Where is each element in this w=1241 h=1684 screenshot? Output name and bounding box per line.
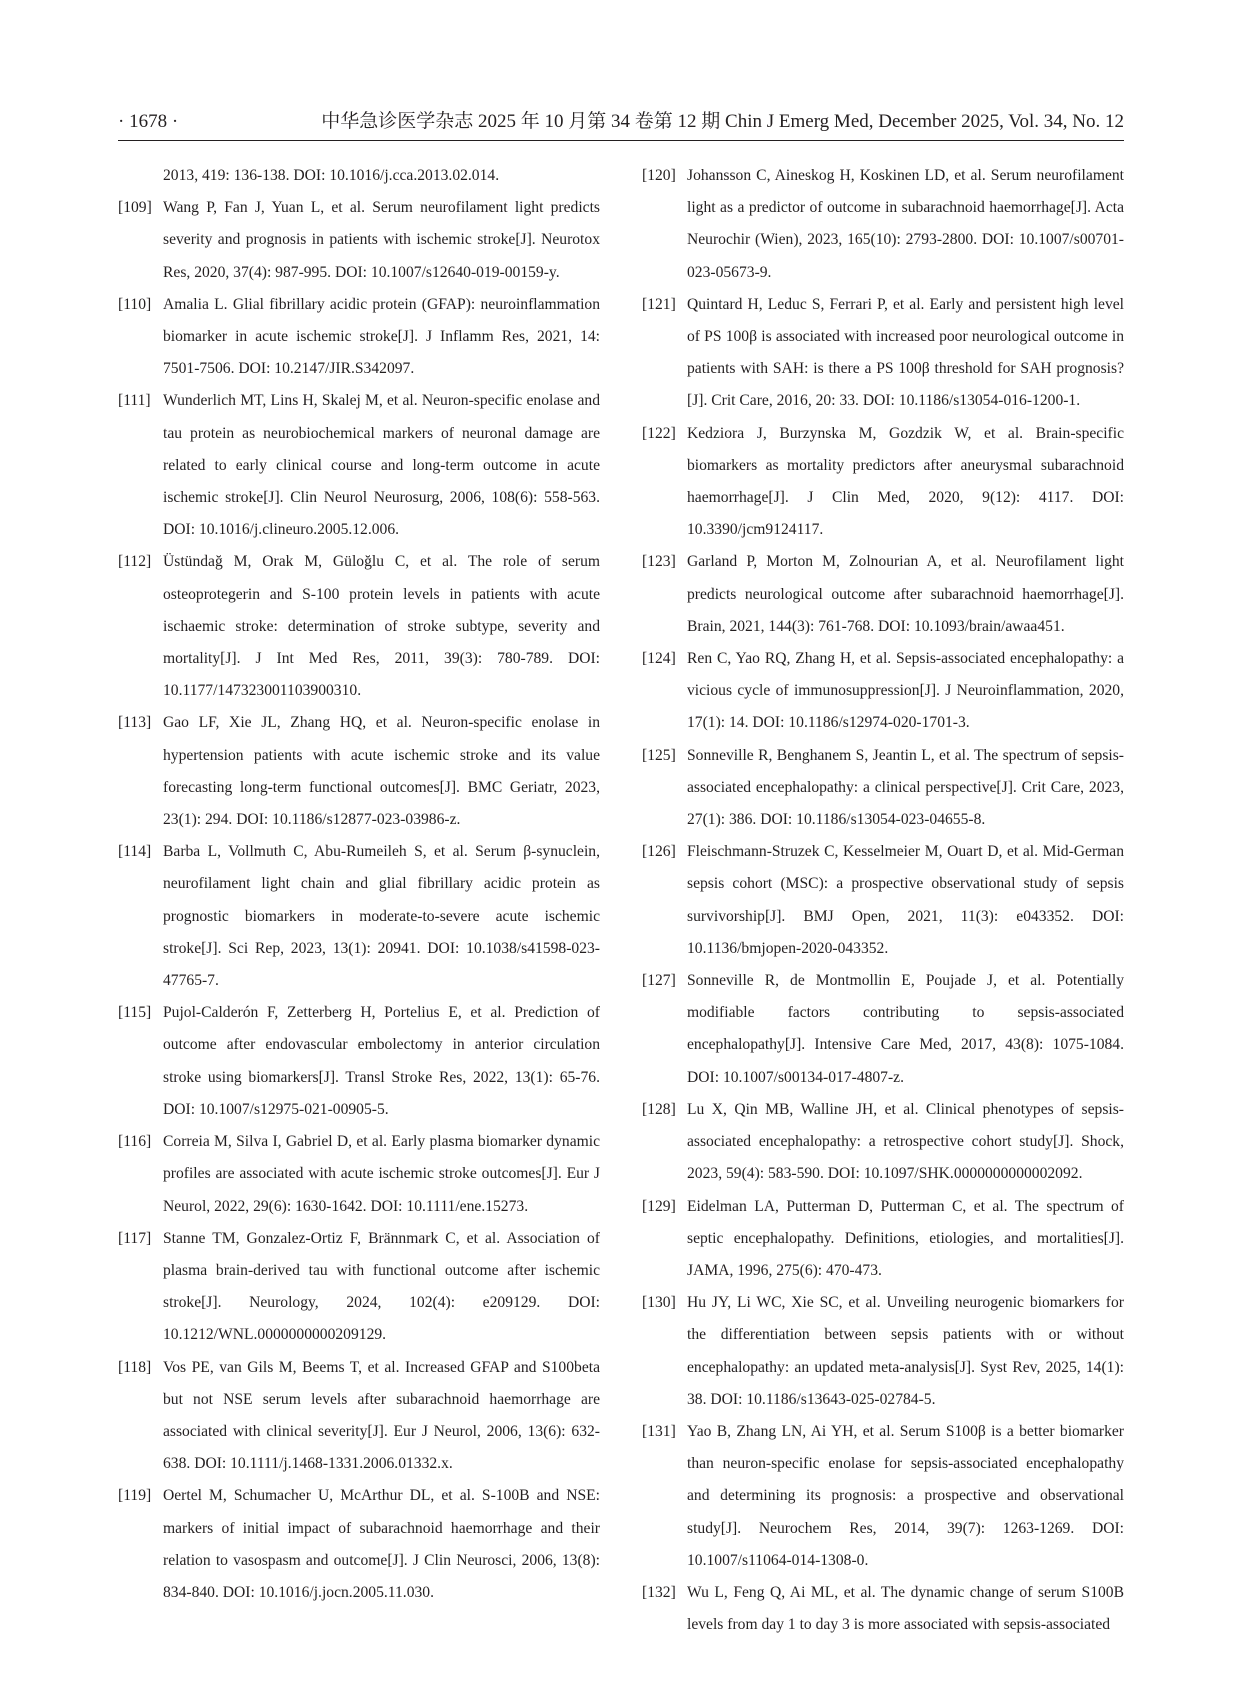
reference-text: Pujol-Calderón F, Zetterberg H, Portelius E, et al. Prediction of outcome after endovascular embolectomy in anterior circulation stroke using biomarkers[J]. Transl Stroke Res, 2022, 13(1): 65-76. DOI: 10.1007/s12975-021-00905-5. — [163, 1004, 600, 1118]
reference-entry — [642, 160, 1124, 289]
page-number: · 1678 · — [118, 111, 179, 132]
reference-text: Gao LF, Xie JL, Zhang HQ, et al. Neuron-specific enolase in hypertension patients with acute ischemic stroke and its value forecasting long-term functional outcomes[J]. BMC Geriatr, 2023, 23(1): 294. DOI: 10.1186/s12877-023-03986-z. — [163, 714, 600, 829]
reference-number: [120] — [642, 167, 676, 184]
reference-text: Correia M, Silva I, Gabriel D, et al. Early plasma biomarker dynamic profiles are associated with acute ischemic stroke outcomes[J]. Eur J Neurol, 2022, 29(6): 1630-1642. DOI: 10.1111/ene.15273. — [163, 1133, 600, 1215]
reference-number: [130] — [642, 1294, 676, 1312]
reference-text: Üstündağ M, Orak M, Güloğlu C, et al. The role of serum osteoprotegerin and S-100 protein levels in patients with acute ischaemic stroke: determination of stroke subtype, severity and mortality[J]. J Int Med Res, 2011, 39(3): 780-789. DOI: 10.1177/147323001103900310. — [163, 553, 600, 700]
reference-number: [129] — [642, 1197, 676, 1215]
reference-entry — [118, 1223, 600, 1352]
reference-text: Oertel M, Schumacher U, McArthur DL, et al. S-100B and NSE: markers of initial impact of subarachnoid haemorrhage and their relation to vasospasm and outcome[J]. J Clin Neurosci, 2006, 13(8): 834-840. DOI: 10.1016/j.jocn.2005.11.030. — [163, 1487, 600, 1601]
reference-entry — [118, 546, 600, 707]
running-header — [118, 110, 1124, 141]
reference-text: Wu L, Feng Q, Ai ML, et al. The dynamic change of serum S100B levels from day 1 to day 3 is more associated with sepsis-associated — [687, 1583, 1124, 1634]
reference-text: Ren C, Yao RQ, Zhang H, et al. Sepsis-associated encephalopathy: a vicious cycle of immunosuppression[J]. J Neuroinflammation, 2020, 17(1): 14. DOI: 10.1186/s12974-020-1701-3. — [687, 650, 1124, 732]
reference-entry — [642, 1094, 1124, 1191]
reference-number: [131] — [642, 1422, 676, 1440]
reference-number: [128] — [642, 1100, 676, 1118]
reference-number: [124] — [642, 650, 676, 668]
reference-text: Hu JY, Li WC, Xie SC, et al. Unveiling neurogenic biomarkers for the differentiation between sepsis patients with or without encephalopathy: an updated meta-analysis[J]. Syst Rev, 2025, 14(1): 38. DOI: 10.1186/s13643-025-02784-5. — [687, 1294, 1124, 1408]
reference-text: Johansson C, Aineskog H, Koskinen LD, et al. Serum neurofilament light as a predictor of outcome in subarachnoid haemorrhage[J]. Acta Neurochir (Wien), 2023, 165(10): 2793-2800. DOI: 10.1007/s00701-023-05673-9. — [687, 167, 1124, 281]
reference-text: Fleischmann-Struzek C, Kesselmeier M, Ouart D, et al. Mid-German sepsis cohort (MSC): a prospective observational study of sepsis survivorship[J]. BMJ Open, 2021, 11(3): e043352. DOI: 10.1136/bmjopen-2020-043352. — [687, 843, 1124, 957]
reference-text: Wang P, Fan J, Yuan L, et al. Serum neurofilament light predicts severity and prognosis in patients with ischemic stroke[J]. Neurotox Res, 2020, 37(4): 987-995. DOI: 10.1007/s12640-019-00159-y. — [163, 199, 600, 281]
reference-continuation — [118, 160, 600, 192]
reference-number: [125] — [642, 746, 676, 764]
reference-entry — [642, 965, 1124, 1094]
reference-list-left — [118, 192, 600, 1609]
left-reference-column — [118, 160, 600, 1609]
reference-text: Lu X, Qin MB, Walline JH, et al. Clinical phenotypes of sepsis-associated encephalopathy: a retrospective cohort study[J]. Shock, 2023, 59(4): 583-590. DOI: 10.1097/SHK.0000000000002092. — [687, 1100, 1124, 1183]
reference-entry — [118, 1480, 600, 1609]
reference-entry — [118, 1126, 600, 1223]
reference-text: Amalia L. Glial fibrillary acidic protein (GFAP): neuroinflammation biomarker in acute ischemic stroke[J]. J Inflamm Res, 2021, 14: 7501-7506. DOI: 10.2147/JIR.S342097. — [163, 295, 600, 378]
reference-text: Stanne TM, Gonzalez-Ortiz F, Brännmark C, et al. Association of plasma brain-derived tau with functional outcome after ischemic stroke[J]. Neurology, 2024, 102(4): e209129. DOI: 10.1212/WNL.0000000000209129. — [163, 1229, 600, 1344]
journal-citation-line: 中华急诊医学杂志 2025 年 10 月第 34 卷第 12 期 Chin J Emerg Med, December 2025, Vol. 34, No. 12 — [321, 111, 1124, 132]
reference-text: Barba L, Vollmuth C, Abu-Rumeileh S, et al. Serum β-synuclein, neurofilament light chain and glial fibrillary acidic protein as prognostic biomarkers in moderate-to-severe acute ischemic stroke[J]. Sci Rep, 2023, 13(1): 20941. DOI: 10.1038/s41598-023-47765-7. — [163, 843, 600, 990]
reference-text: 2013, 419: 136-138. DOI: 10.1016/j.cca.2013.02.014. — [163, 167, 500, 184]
reference-number: [121] — [642, 295, 676, 313]
reference-text: Eidelman LA, Putterman D, Putterman C, et al. The spectrum of septic encephalopathy. Definitions, etiologies, and mortalities[J]. JAMA, 1996, 275(6): 470-473. — [687, 1197, 1124, 1279]
reference-entry — [118, 836, 600, 997]
reference-text: Sonneville R, Benghanem S, Jeantin L, et al. The spectrum of sepsis-associated encephalopathy: a clinical perspective[J]. Crit Care, 2023, 27(1): 386. DOI: 10.1186/s13054-023-04655-8. — [687, 746, 1124, 829]
reference-entry — [118, 707, 600, 836]
reference-number: [115] — [118, 1004, 152, 1022]
reference-entry — [642, 1577, 1124, 1641]
reference-number: [132] — [642, 1583, 676, 1601]
reference-entry — [118, 997, 600, 1126]
reference-number: [109] — [118, 199, 152, 217]
reference-entry — [118, 385, 600, 546]
reference-number: [113] — [118, 714, 152, 732]
reference-number: [117] — [118, 1229, 152, 1247]
right-reference-column — [642, 160, 1124, 1641]
reference-entry — [642, 1287, 1124, 1416]
reference-entry — [642, 546, 1124, 643]
reference-entry — [642, 836, 1124, 965]
reference-number: [126] — [642, 843, 676, 861]
reference-entry — [642, 740, 1124, 837]
reference-entry — [642, 418, 1124, 547]
reference-entry — [118, 1352, 600, 1481]
reference-number: [114] — [118, 843, 152, 861]
reference-entry — [642, 1416, 1124, 1577]
reference-text: Quintard H, Leduc S, Ferrari P, et al. Early and persistent high level of PS 100β is associated with increased poor neurological outcome in patients with SAH: is there a PS 100β threshold for SAH prognosis?[J]. Crit Care, 2016, 20: 33. DOI: 10.1186/s13054-016-1200-1. — [687, 295, 1124, 410]
reference-number: [123] — [642, 553, 676, 571]
reference-text: Sonneville R, de Montmollin E, Poujade J, et al. Potentially modifiable factors contributing to sepsis-associated encephalopathy[J]. Intensive Care Med, 2017, 43(8): 1075-1084. DOI: 10.1007/s00134-017-4807-z. — [687, 972, 1124, 1086]
reference-number: [118] — [118, 1358, 152, 1376]
reference-number: [127] — [642, 972, 676, 990]
reference-number: [111] — [118, 392, 151, 410]
reference-text: Vos PE, van Gils M, Beems T, et al. Increased GFAP and S100beta but not NSE serum levels after subarachnoid haemorrhage are associated with clinical severity[J]. Eur J Neurol, 2006, 13(6): 632-638. DOI: 10.1111/j.1468-1331.2006.01332.x. — [163, 1358, 600, 1473]
reference-number: [122] — [642, 424, 676, 442]
reference-number: [119] — [118, 1487, 152, 1505]
reference-list-right — [642, 160, 1124, 1641]
reference-number: [110] — [118, 295, 152, 313]
reference-entry — [642, 289, 1124, 418]
reference-number: [116] — [118, 1133, 152, 1151]
reference-entry — [642, 1191, 1124, 1288]
reference-text: Wunderlich MT, Lins H, Skalej M, et al. Neuron-specific enolase and tau protein as neurobiochemical markers of neuronal damage are related to early clinical course and long-term outcome in acute ischemic stroke[J]. Clin Neurol Neurosurg, 2006, 108(6): 558-563. DOI: 10.1016/j.clineuro.2005.12.006. — [163, 392, 600, 539]
reference-text: Kedziora J, Burzynska M, Gozdzik W, et al. Brain-specific biomarkers as mortality predictors after aneurysmal subarachnoid haemorrhage[J]. J Clin Med, 2020, 9(12): 4117. DOI: 10.3390/jcm9124117. — [687, 424, 1124, 539]
reference-text: Yao B, Zhang LN, Ai YH, et al. Serum S100β is a better biomarker than neuron-specific enolase for sepsis-associated encephalopathy and determining its prognosis: a prospective and observational study[J]. Neurochem Res, 2014, 39(7): 1263-1269. DOI: 10.1007/s11064-014-1308-0. — [687, 1422, 1124, 1569]
reference-text: Garland P, Morton M, Zolnourian A, et al. Neurofilament light predicts neurological outcome after subarachnoid haemorrhage[J]. Brain, 2021, 144(3): 761-768. DOI: 10.1093/brain/awaa451. — [687, 553, 1124, 635]
reference-entry — [118, 289, 600, 386]
reference-entry — [642, 643, 1124, 740]
reference-entry — [118, 192, 600, 289]
reference-number: [112] — [118, 553, 152, 571]
